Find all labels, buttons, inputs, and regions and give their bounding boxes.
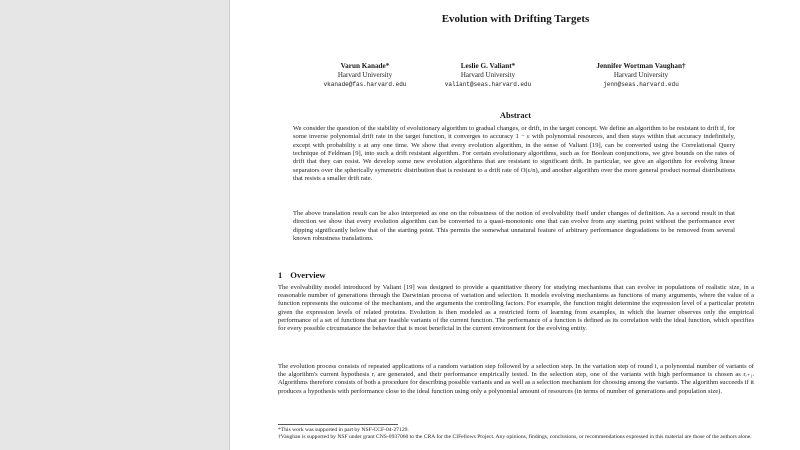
paper-title: Evolution with Drifting Targets bbox=[441, 13, 590, 25]
author-name: Varun Kanade* bbox=[340, 62, 390, 70]
footnote-2: †Vaughan is supported by NSF under grant CNS-0937060 to the CRA for the CIFellows Project. Any opinions, findings, conclusions, or recommendations expressed in this material are those of the authors alone. bbox=[278, 434, 752, 440]
author-name: Leslie G. Valiant* bbox=[460, 62, 516, 70]
overview-paragraph-2: The evolution process consists of repeated applications of a random variation step followed by a selection step. In the variation step of round i, a polynomial number of variants of the algorithm's current hypothesis rᵢ are generated, and their performance empirically tested. In the selection step, one of the variants with high performance is chosen as rᵢ₊₁. Algorithms therefore consists of both a procedure for describing possible variants and as well as a selection mechanism for choosing among the variants. The algorithm succeeds if it produces a hypothesis with performance close to the ideal function using only a polynomial amount of resources (in terms of number of generations and population size). bbox=[278, 363, 754, 395]
abstract-paragraph-2: The above translation result can be also interpreted as one on the robustness of the notion of evolvability itself under changes of definition. As a second result in that direction we show that every evolution algorithm can be converted to a quasi-monotonic one that can evolve from any starting point without the performance ever dipping significantly below that of the starting point. This permits the somewhat unnatural feature of arbitrary performance degradations to be removed from several known robustness translations. bbox=[293, 210, 735, 243]
footnote-1: *This work was supported in part by NSF-CCF-04-27129. bbox=[278, 427, 409, 433]
author-email: vkanade@fas.harvard.edu bbox=[323, 81, 407, 88]
paper-page bbox=[229, 0, 800, 450]
author-block bbox=[230, 62, 800, 92]
author-affiliation: Harvard University bbox=[460, 71, 516, 79]
author-email: valiant@seas.harvard.edu bbox=[444, 81, 532, 88]
author-name: Jennifer Wortman Vaughan† bbox=[596, 62, 686, 70]
footnote-divider bbox=[278, 424, 398, 425]
section-heading-overview bbox=[278, 270, 326, 280]
footnotes bbox=[278, 427, 754, 441]
author-affiliation: Harvard University bbox=[337, 71, 393, 79]
author-affiliation: Harvard University bbox=[613, 71, 669, 79]
abstract-heading: Abstract bbox=[499, 111, 532, 120]
author-vaughan bbox=[553, 62, 729, 89]
author-valiant bbox=[400, 62, 576, 89]
section-title: Overview bbox=[290, 270, 326, 280]
section-number: 1 bbox=[278, 270, 283, 280]
abstract-paragraph-1: We consider the question of the stability of evolutionary algorithm to gradual changes, or drift, in the target concept. We define an algorithm to be resistant to drift if, for some inverse polynomial drift rate in the target function, it converges to accuracy 1 − ε with polynomial resources, and then stays within that accuracy indefinitely, except with probability ε at any one time. We show that every evolution algorithm, in the sense of Valiant [19], can be converted using the Correlational Query technique of Feldman [9], into such a drift resistant algorithm. For certain evolutionary algorithms, such as for Boolean conjunctions, we give bounds on the rates of drift that they can resist. We develop some new evolution algorithms that are resistant to significant drift. In particular, we give an algorithm for evolving linear separators over the spherically symmetric distribution that is resistant to a drift rate of O(ε/n), and another algorithm over the more general product normal distributions that resists a smaller drift rate. bbox=[293, 125, 735, 183]
overview-paragraph-1: The evolvability model introduced by Valiant [19] was designed to provide a quantitative theory for studying mechanisms that can evolve in populations of realistic size, in a reasonable number of generations through the Darwinian process of variation and selection. It models evolving mechanisms as functions of many arguments, where the value of a function represents the outcome of the mechanism, and the arguments the controlling factors. For example, the function might determine the expression level of a particular protein given the expression levels of related proteins. Evolution is then modeled as a restricted form of learning from examples, in which the learner observes only the empirical performance of a set of functions that are feasible variants of the current function. The performance of a function is defined as its correlation with the ideal function, which specifies for every possible circumstance the behavior that is most beneficial in the current environment for the evolving entity. bbox=[278, 284, 754, 333]
author-email: jenn@seas.harvard.edu bbox=[603, 81, 679, 88]
